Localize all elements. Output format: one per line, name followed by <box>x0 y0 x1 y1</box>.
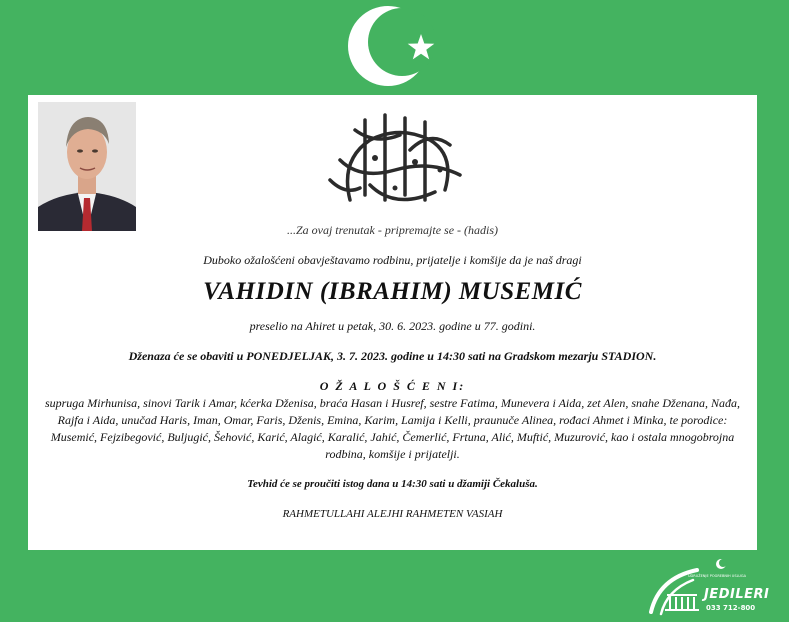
hadith-quote: ...Za ovaj trenutak - pripremajte se - (hadis) <box>286 223 499 237</box>
tevhid-info: Tevhid će se proučiti istog dana u 14:30 sati u džamiji Čekaluša. <box>247 478 538 490</box>
closing-prayer: RAHMETULLAHI ALEJHI RAHMETEN VASIAH <box>282 508 503 520</box>
crescent-star-icon <box>344 4 444 88</box>
mourners-list: supruga Mirhunisa, sinovi Tarik i Amar, kćerka Dženisa, braća Hasan i Husref, sestre Fatima, Munevera i Aida, zet Alen, snahe Dženana, Nađa, Rajfa i Aida, unučad Haris, Iman, Omar, Faris, Dženis, Emina, Karim, Lamija i Kelli, praunuče Alinea, rođaci Ahmet i Minka, te porodice: Musemić, Fejzibegović, Buljugić, Šehović, Karić, Alagić, Karalić, Jahić, Čemerlić, Frtuna, Alić, Muftić, Muzurović, kao i ostala mnogobrojna rodbina, komšije i prijatelji. <box>44 396 741 461</box>
portrait-photo <box>38 102 136 231</box>
death-date-text: preselio na Ahiret u petak, 30. 6. 2023. godine u 77. godini. <box>249 319 536 333</box>
deceased-name: VAHIDIN (IBRAHIM) MUSEMIĆ <box>203 278 582 305</box>
logo-tagline: UDRUŽENJE POGREBNIH USLUGA <box>688 574 747 578</box>
funeral-info: Dženaza će se obaviti u PONEDJELJAK, 3. 7. 2023. godine u 14:30 sati na Gradskom mezarju STADION. <box>128 349 657 363</box>
logo-phone: 033 712-800 <box>706 604 756 612</box>
mourners-heading: O Ž A L O Š Ć E N I: <box>319 379 466 393</box>
arabic-calligraphy-icon <box>310 100 480 220</box>
obituary-card <box>28 95 757 550</box>
logo-name: JEDILERI <box>704 587 770 602</box>
intro-text: Duboko ožalošćeni obavještavamo rodbinu, prijatelje i komšije da je naš dragi <box>203 253 582 267</box>
